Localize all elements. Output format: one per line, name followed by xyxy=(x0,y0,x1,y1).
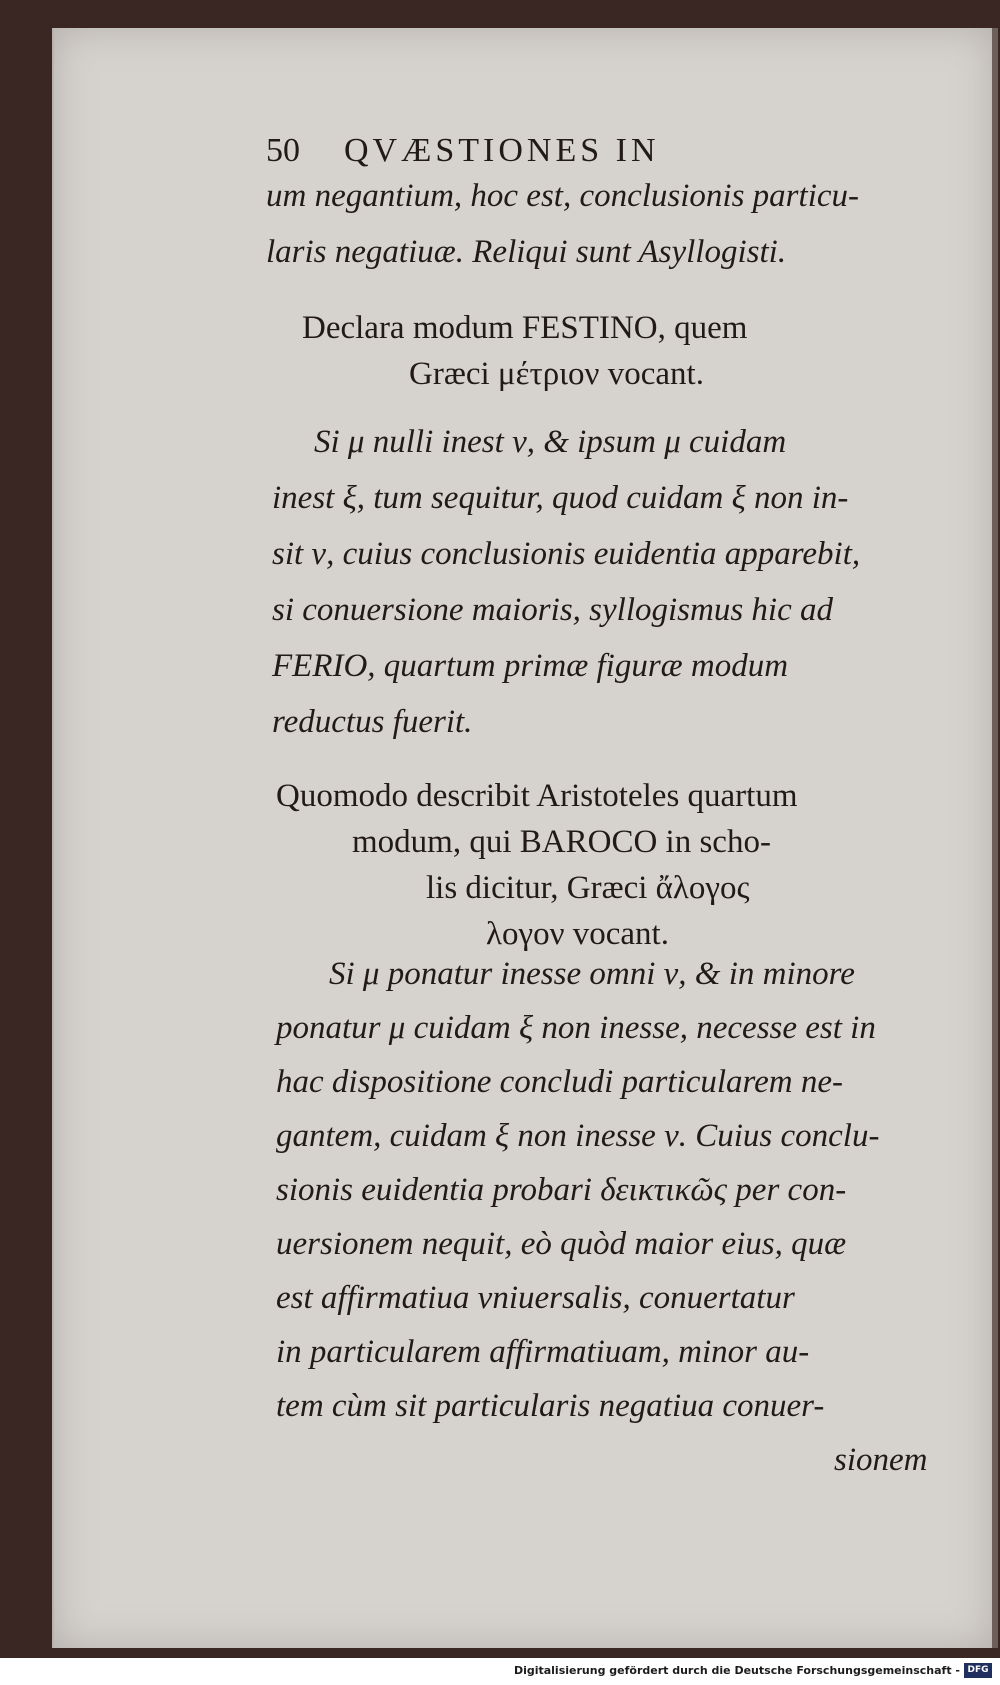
text-line: gantem, cuidam ξ non inesse ν. Cuius conclu- xyxy=(276,1118,880,1154)
digitization-footer xyxy=(0,1658,1000,1685)
question-heading-line: Quomodo describit Aristoteles quartum xyxy=(276,778,798,814)
dfg-logo: DFG xyxy=(964,1663,992,1678)
text-line: in particularem affirmatiuam, minor au- xyxy=(276,1334,810,1370)
text-line: inest ξ, tum sequitur, quod cuidam ξ non in- xyxy=(272,480,849,516)
text-line: laris negatiuæ. Reliqui sunt Asyllogisti. xyxy=(266,234,787,270)
funding-credit: Digitalisierung gefördert durch die Deutsche Forschungsgemeinschaft - xyxy=(513,1664,960,1677)
book-page xyxy=(52,28,998,1648)
text-line: hac dispositione concludi particularem ne- xyxy=(276,1064,844,1100)
text-line: si conuersione maioris, syllogismus hic ad xyxy=(272,592,833,628)
text-line: sit ν, cuius conclusionis euidentia apparebit, xyxy=(272,536,861,572)
page-number: 50 xyxy=(266,132,300,169)
text-line: um negantium, hoc est, conclusionis particu- xyxy=(266,178,860,214)
running-head: QVÆSTIONES IN xyxy=(344,132,660,169)
question-heading-line: lis dicitur, Græci ἄλογος xyxy=(426,870,750,906)
text-line: ponatur μ cuidam ξ non inesse, necesse est in xyxy=(276,1010,876,1046)
question-heading-line: modum, qui BAROCO in scho- xyxy=(352,824,771,860)
question-heading-line: λογον vocant. xyxy=(486,916,669,952)
text-line: FERIO, quartum primæ figuræ modum xyxy=(272,648,789,684)
catchword: sionem xyxy=(834,1442,928,1478)
question-heading-line: Græci μέτριον vocant. xyxy=(409,356,704,392)
text-line: uersionem nequit, eò quòd maior eius, quæ xyxy=(276,1226,847,1262)
text-line: reductus fuerit. xyxy=(272,704,473,740)
question-heading-line: Declara modum FESTINO, quem xyxy=(302,310,748,346)
text-line: Si μ nulli inest ν, & ipsum μ cuidam xyxy=(314,424,787,460)
text-line: est affirmatiua vniuersalis, conuertatur xyxy=(276,1280,795,1316)
text-line: Si μ ponatur inesse omni ν, & in minore xyxy=(329,956,855,992)
text-line: tem cùm sit particularis negatiua conuer- xyxy=(276,1388,825,1424)
text-line: sionis euidentia probari δεικτικῶς per con- xyxy=(276,1172,847,1208)
